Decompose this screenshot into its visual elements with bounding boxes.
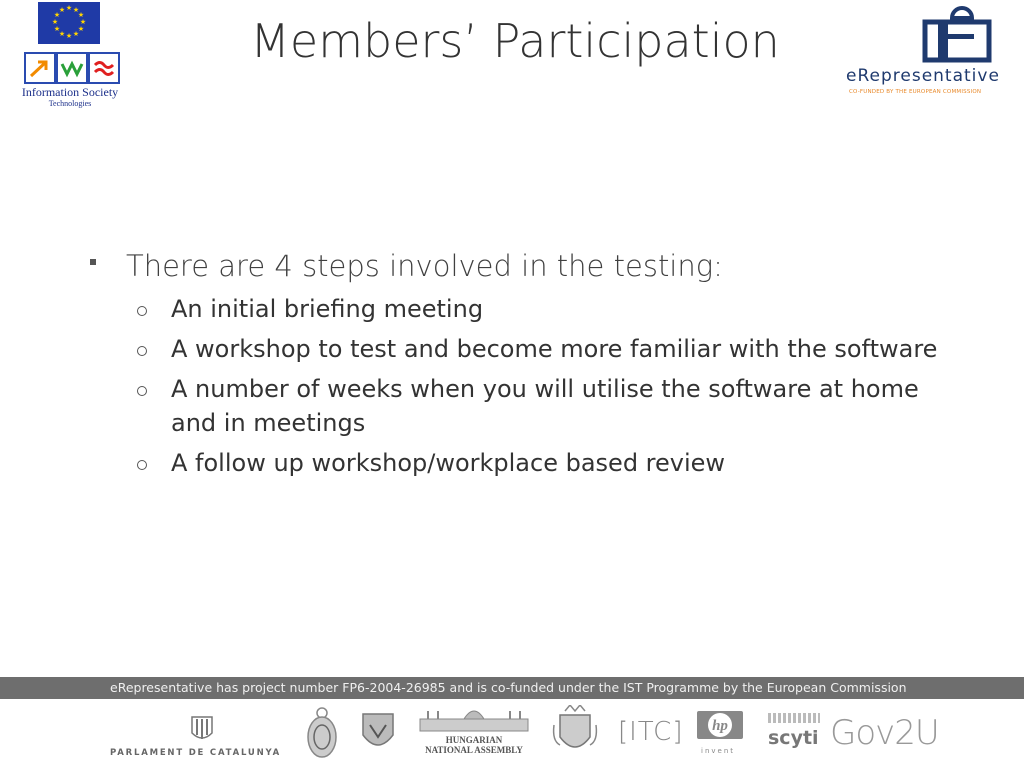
scyti-label: scyti xyxy=(768,727,819,749)
coat-of-arms-logo xyxy=(550,705,600,763)
catalunya-label: PARLAMENT DE CATALUNYA xyxy=(110,748,282,758)
crest-icon xyxy=(306,705,338,761)
hp-sub-label: invent xyxy=(701,747,736,755)
step-item xyxy=(171,372,951,440)
step-text: A number of weeks when you will utilise the software at home and in meetings xyxy=(171,375,919,437)
coat-of-arms-icon xyxy=(550,705,600,759)
svg-text:★: ★ xyxy=(53,25,61,33)
step-item xyxy=(171,292,951,326)
svg-text:★: ★ xyxy=(79,18,87,26)
gov2u-logo: Gov2U xyxy=(830,713,939,753)
scyti-pattern-icon xyxy=(768,713,820,723)
svg-text:★: ★ xyxy=(72,30,80,38)
step-text: A follow up workshop/workplace based review xyxy=(171,449,726,477)
ist-label xyxy=(10,86,130,110)
step-item xyxy=(171,446,951,480)
bullet-text: There are 4 steps involved in the testing: xyxy=(126,249,723,283)
step-item xyxy=(171,332,951,366)
ist-name: Information Society xyxy=(21,85,119,99)
svg-text:★: ★ xyxy=(58,6,66,14)
step-text: An initial briefing meeting xyxy=(171,295,484,323)
ist-icons xyxy=(24,52,120,86)
shield-icon xyxy=(360,711,396,755)
ist-sub: Technologies xyxy=(48,99,92,108)
parliament-building-icon xyxy=(418,705,530,733)
partner-logos xyxy=(0,699,1024,768)
hungarian-label-2: NATIONAL ASSEMBLY xyxy=(425,745,523,755)
erepresentative-e-icon xyxy=(922,6,992,68)
slide-content xyxy=(86,246,966,480)
itc-logo: [ITC] xyxy=(618,717,684,747)
slide-title: Members’ Participation xyxy=(250,14,780,68)
hungarian-label-1: HUNGARIAN xyxy=(445,735,503,745)
footer-bar xyxy=(0,677,1024,699)
circle-bullet-icon xyxy=(137,306,147,316)
svg-text:★: ★ xyxy=(65,32,73,40)
erepresentative-logo xyxy=(846,6,1024,98)
erepresentative-name: eRepresentative xyxy=(846,66,1000,86)
hp-icon xyxy=(697,711,743,747)
circle-bullet-icon xyxy=(137,386,147,396)
step-text: A workshop to test and become more familiar with the software xyxy=(171,335,938,363)
svg-text:★: ★ xyxy=(77,25,85,33)
svg-text:★: ★ xyxy=(65,4,73,12)
svg-text:★: ★ xyxy=(51,18,59,26)
square-bullet-icon xyxy=(90,259,96,265)
catalunya-shield-icon xyxy=(190,715,214,743)
shield-logo xyxy=(360,711,396,759)
hp-logo xyxy=(697,711,743,755)
svg-text:★: ★ xyxy=(72,6,80,14)
arrow-icon xyxy=(24,52,56,84)
eu-flag-icon xyxy=(38,2,100,44)
hungarian-assembly-logo xyxy=(418,705,530,755)
circle-bullet-icon xyxy=(137,460,147,470)
svg-text:★: ★ xyxy=(53,11,61,19)
bullet-item xyxy=(86,246,966,286)
approx-icon xyxy=(88,52,120,84)
crest-logo xyxy=(306,705,338,765)
ist-logo xyxy=(10,2,130,112)
footer-notice: eRepresentative has project number FP6-2004-26985 and is co-funded under the IST Programme by the European Commission xyxy=(110,680,907,695)
hp-label: hp xyxy=(712,718,728,734)
circle-bullet-icon xyxy=(137,346,147,356)
svg-text:★: ★ xyxy=(77,11,85,19)
wave-icon xyxy=(56,52,88,84)
svg-text:★: ★ xyxy=(58,30,66,38)
erepresentative-sub: CO-FUNDED BY THE EUROPEAN COMMISSION xyxy=(849,89,982,95)
